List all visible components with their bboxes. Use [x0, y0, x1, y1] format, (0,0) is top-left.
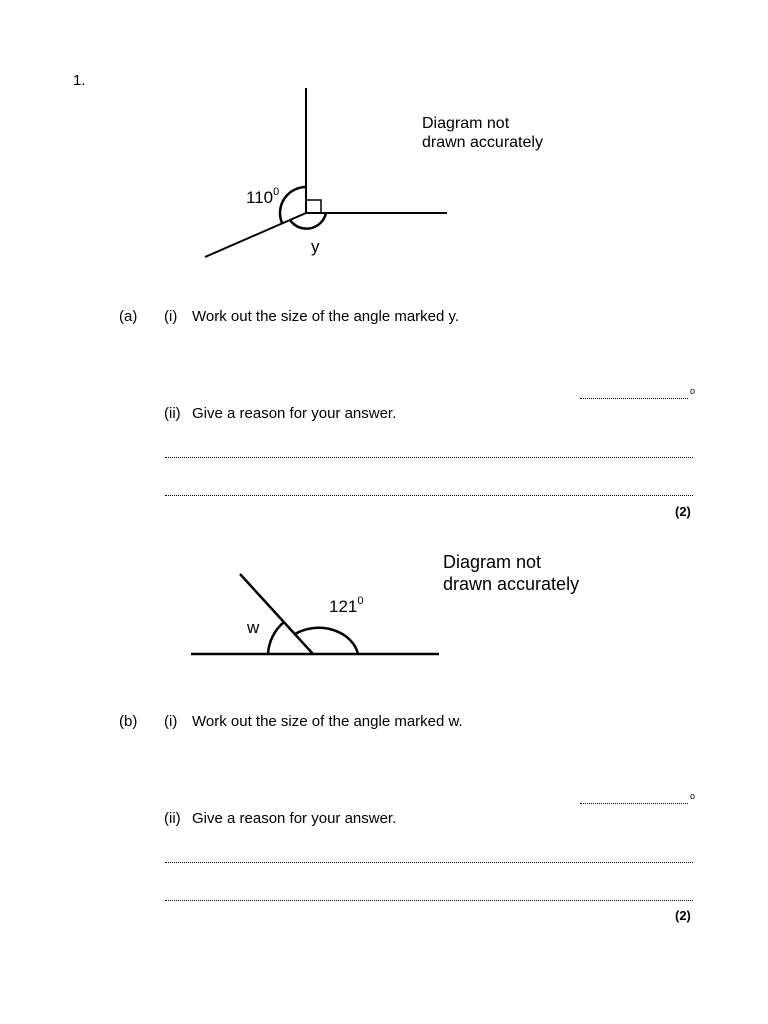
diagram-note-line1: Diagram not [443, 552, 542, 572]
angle-label-110: $110^0$ [246, 186, 280, 207]
part-a-ii-label: (ii) [164, 405, 181, 422]
angle-arc-121 [295, 628, 358, 654]
angle-arc-w [268, 622, 284, 654]
part-b-ii-label: (ii) [164, 810, 181, 827]
part-b-i-label: (i) [164, 713, 178, 730]
marks-a: (2) [675, 504, 691, 519]
part-a-label: (a) [119, 308, 138, 325]
diagram-note-line2: drawn accurately [443, 574, 580, 594]
part-a-i-text: Work out the size of the angle marked y. [192, 308, 460, 325]
part-b-ii-text: Give a reason for your answer. [192, 810, 397, 827]
diagram-note-line2: drawn accurately [422, 134, 543, 151]
part-a-ii-text: Give a reason for your answer. [192, 405, 397, 422]
part-b-i-text: Work out the size of the angle marked w. [192, 713, 463, 730]
reason-line-b-2[interactable] [165, 900, 693, 901]
answer-line-b-i[interactable] [580, 803, 688, 804]
diagram-note-2 [443, 551, 579, 595]
degree-symbol-b: o [690, 791, 696, 801]
angle-label-w: w [247, 618, 260, 637]
degree-symbol-a: o [690, 386, 696, 396]
question-number: 1. [73, 72, 86, 89]
part-a-i-label: (i) [164, 308, 178, 325]
diagram-note-line1: Diagram not [422, 115, 510, 132]
part-b-label: (b) [119, 713, 138, 730]
angle-label-y: y [311, 237, 320, 256]
reason-line-b-1[interactable] [165, 862, 693, 863]
angle-label-121: $121^0$ [329, 595, 364, 616]
marks-b: (2) [675, 908, 691, 923]
